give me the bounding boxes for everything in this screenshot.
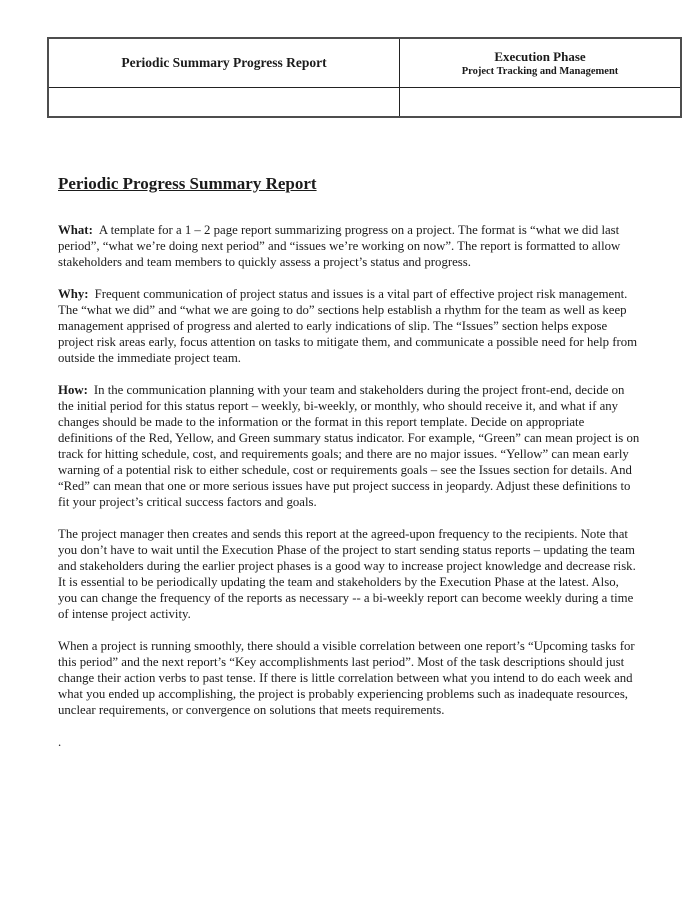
paragraph-what (58, 223, 641, 271)
header-cell-phase (400, 38, 682, 88)
header-empty-cell-right (400, 88, 682, 118)
paragraph-frequency (58, 527, 641, 622)
header-right-subtitle: Project Tracking and Management (461, 65, 619, 77)
paragraph-how (58, 383, 641, 510)
paragraph-trailing-period-text: . (58, 734, 62, 749)
header-table-row-titles (48, 38, 681, 88)
paragraph-what-text: A template for a 1 – 2 page report summarizing progress on a project. The format is “what we did last period”, “what we’re doing next period” and “issues we’re working on now”. The report is formatted to allow stakeholders and team members to quickly assess a project’s status and progress. (58, 223, 621, 269)
document-body (58, 173, 641, 767)
header-empty-cell-left (48, 88, 400, 118)
paragraph-what-label: What: (58, 223, 93, 237)
paragraph-why (58, 287, 641, 367)
paragraph-correlation-text: When a project is running smoothly, there should a visible correlation between one report’s “Upcoming tasks for this period” and the next report’s “Key accomplishments last period”. Most of the task descriptions should just change their action verbs to past tense. If there is little correlation between what you intend to do each week and what you ended up accomplishing, the project is probably experiencing problems such as inadequate resources, unclear requirements, or convergence on solutions that meets requirements. (58, 638, 635, 717)
header-table-row-empty (48, 88, 681, 118)
paragraph-how-label: How: (58, 383, 88, 398)
paragraph-trailing-period (58, 735, 641, 751)
paragraph-frequency-text: The project manager then creates and sends this report at the agreed-upon frequency to the recipients. Note that you don’t have to wait until the Execution Phase of the project to start sending status reports – updating the team and stakeholders during the earlier project phases is a good way to increase project knowledge and decrease risk. It is essential to be periodically updating the team and stakeholders by the Execution Phase at the latest. Also, you can change the frequency of the reports as necessary -- a bi-weekly report can become weekly during a time of intense project activity. (58, 527, 636, 621)
header-left-title: Periodic Summary Progress Report (121, 55, 327, 70)
paragraph-correlation (58, 639, 641, 719)
header-table (47, 37, 682, 118)
paragraph-why-label: Why: (58, 287, 89, 302)
header-cell-report-title (48, 38, 400, 88)
paragraph-why-text: Frequent communication of project status and issues is a vital part of effective project risk management. The “what we did” and “what we are going to do” sections help establish a rhythm for the team as well as keep management apprised of progress and alerted to early indications of slip. The “Issues” section helps expose project risk areas early, focus attention on tasks to mitigate them, and communicate a possible need for help from outside the immediate project team. (58, 287, 638, 365)
header-right-title: Execution Phase (494, 48, 586, 64)
document-title: Periodic Progress Summary Report (58, 174, 317, 193)
paragraph-how-text: In the communication planning with your team and stakeholders during the project front-end, decide on the initial period for this status report – weekly, bi-weekly, or monthly, who should receive it, and what if any changes should be made to the information or the format in this report template. Decide on appropriate definitions of the Red, Yellow, and Green summary status indicator. For example, “Green” can mean project is on track for hitting schedule, cost, and requirements goals; and there are no major issues. “Yellow” can mean early warning of a potential risk to either schedule, cost or requirements goals – see the Issues section for details. And “Red” can mean that one or more serious issues have put project success in jeopardy. Adjust these definitions to fit your project’s critical success factors and goals. (58, 383, 640, 509)
